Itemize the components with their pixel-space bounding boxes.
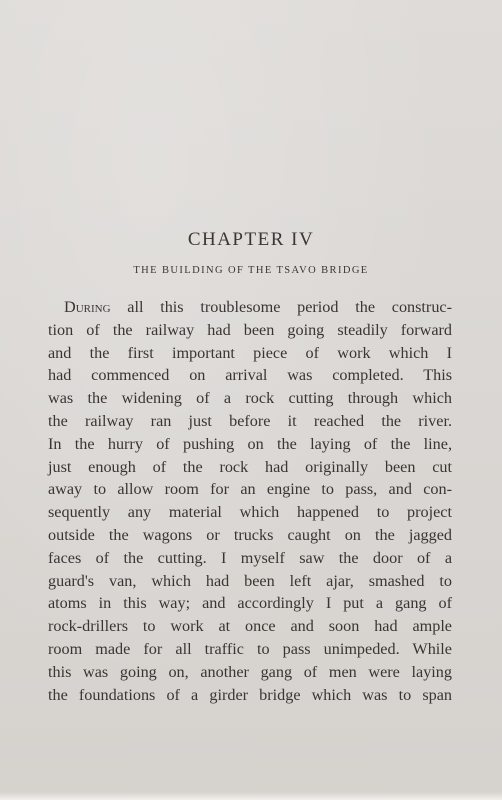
text-line: tion of the railway had been going steadily forward xyxy=(48,320,452,339)
text-line: guard's van, which had been left ajar, smashed to xyxy=(48,571,452,590)
text-line: away to allow room for an engine to pass, and con- xyxy=(48,480,452,499)
text-line: was the widening of a rock cutting through which xyxy=(48,389,452,408)
text-line: atoms in this way; and accordingly I put a gang of xyxy=(48,594,452,613)
chapter-title: CHAPTER IV xyxy=(187,229,315,250)
text-line: faces of the cutting. I myself saw the door of a xyxy=(48,548,452,567)
page-bottom-edge xyxy=(0,792,502,800)
text-line: rock-drillers to work at once and soon had ample xyxy=(48,617,452,636)
body-paragraph xyxy=(48,296,452,706)
text-line: the railway ran just before it reached the river. xyxy=(48,411,452,430)
text-line: room made for all traffic to pass unimpeded. While xyxy=(48,639,452,658)
text-line: the foundations of a girder bridge which was to span xyxy=(48,685,452,704)
text-line: had commenced on arrival was completed. This xyxy=(48,366,452,385)
text-line: outside the wagons or trucks caught on the jagged xyxy=(48,525,452,544)
text-line: and the first important piece of work which I xyxy=(48,343,452,362)
chapter-subtitle: THE BUILDING OF THE TSAVO BRIDGE xyxy=(133,265,369,276)
text-line xyxy=(48,296,452,319)
text-line: In the hurry of pushing on the laying of the line, xyxy=(48,434,452,453)
text-line: this was going on, another gang of men were laying xyxy=(48,662,452,681)
text-line-content: all this troublesome period the construc- xyxy=(110,298,452,316)
text-line: sequently any material which happened to project xyxy=(48,503,452,522)
opening-word: During xyxy=(64,298,111,316)
text-line: just enough of the rock had originally been cut xyxy=(48,457,452,476)
